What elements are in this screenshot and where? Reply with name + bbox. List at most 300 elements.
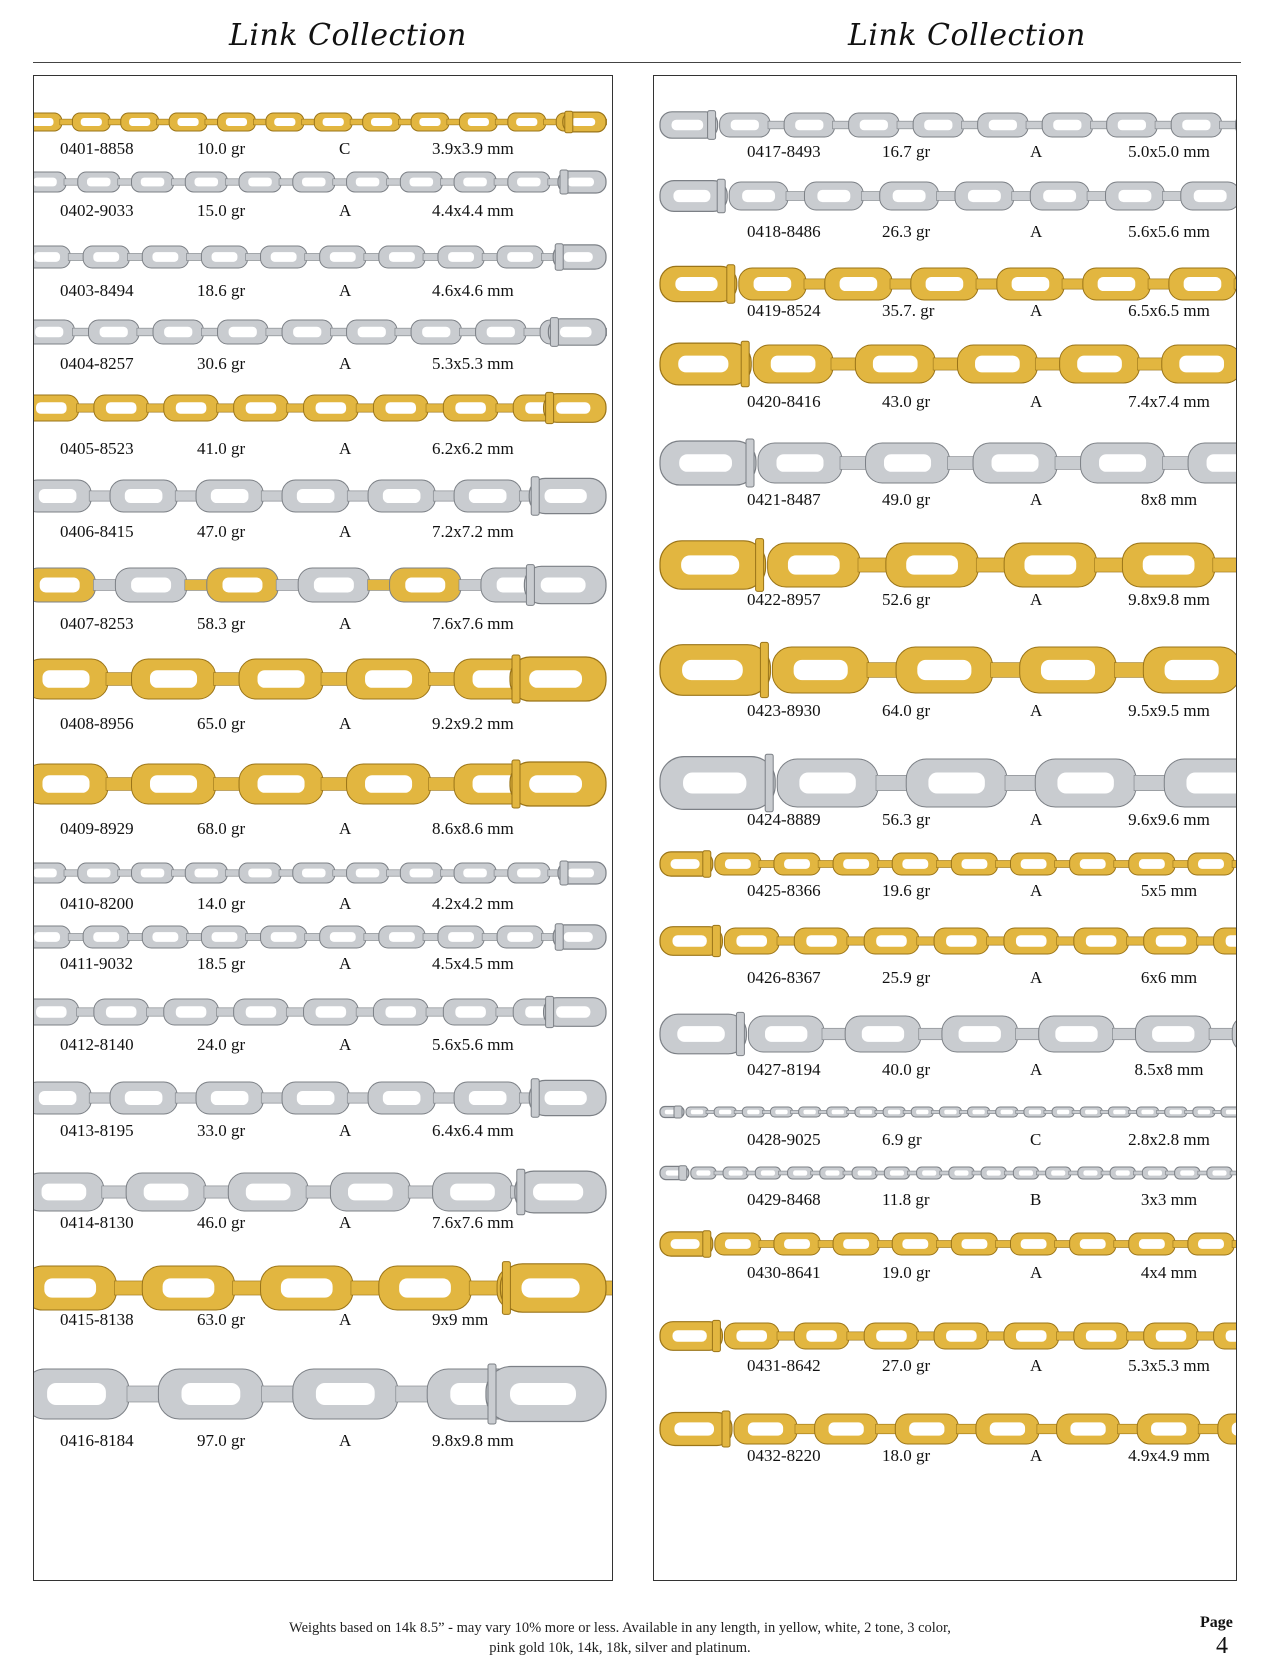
chain-image (34, 1068, 612, 1128)
chain-link-opening (902, 1239, 928, 1249)
product-size: 7.6x7.6 mm (432, 614, 514, 634)
chain-link-opening (747, 1110, 759, 1114)
chain-connector (877, 1240, 894, 1247)
chain-connector (356, 1008, 375, 1016)
chain-link-opening (163, 1278, 215, 1297)
chain-connector (1118, 1424, 1140, 1434)
chain-link-opening (330, 932, 356, 942)
product-sku: 0412-8140 (60, 1035, 134, 1055)
chain-connector (976, 558, 1006, 572)
left-page-title: Link Collection (229, 18, 467, 53)
product-spec-row (34, 139, 612, 161)
chain-image (654, 844, 1236, 884)
product-sku: 0416-8184 (60, 1431, 134, 1451)
chain-connector (214, 673, 242, 686)
chain-connector (482, 253, 499, 260)
product-spec-row (34, 1035, 612, 1057)
chain-link-opening (860, 1110, 872, 1114)
lobster-clasp-icon (660, 539, 766, 592)
product-grade: A (1030, 142, 1042, 162)
product-grade: A (339, 714, 351, 734)
chain-image (654, 918, 1236, 964)
chain-link-opening (1198, 1239, 1224, 1249)
chain-link-opening (274, 118, 295, 126)
product-size: 6.4x6.4 mm (432, 1121, 514, 1141)
product-sku: 0429-8468 (747, 1190, 821, 1210)
product-grade: B (1030, 1190, 1041, 1210)
chain-link-opening (909, 1422, 944, 1435)
chain-link-opening (954, 1170, 968, 1175)
chain-link-opening (507, 252, 533, 262)
chain-link-opening (258, 775, 305, 793)
chain-image (34, 311, 612, 353)
product-spec-row (654, 1446, 1236, 1468)
chain-link-opening (469, 489, 507, 503)
chain-connector (1057, 1332, 1076, 1340)
chain-link-opening (761, 1170, 775, 1175)
chain-link-opening (405, 578, 445, 593)
chain-link-opening (794, 660, 848, 680)
product-sku: 0409-8929 (60, 819, 134, 839)
product-size: 4.9x4.9 mm (1114, 1446, 1224, 1466)
product-spec-row (34, 714, 612, 736)
product-size: 7.4x7.4 mm (1114, 392, 1224, 412)
chain-connector (1196, 937, 1215, 945)
chain-connector (1091, 121, 1109, 129)
chain-link-opening (125, 489, 163, 503)
chain-connector (804, 279, 827, 289)
chain-link-opening (212, 252, 238, 262)
chain-connector (146, 404, 165, 412)
chain-photo (34, 1348, 612, 1440)
chain-connector (833, 121, 851, 129)
product-weight: 11.8 gr (882, 1190, 930, 1210)
chain-connector (956, 1424, 978, 1434)
chain-link-opening (799, 772, 855, 793)
chain-link-opening (1207, 454, 1236, 472)
chain-link-opening (195, 178, 219, 187)
chain-link-opening (987, 1170, 1001, 1175)
product-weight: 56.3 gr (882, 810, 930, 830)
chain-image (654, 630, 1236, 710)
chain-connector (429, 778, 457, 791)
chain-connector (321, 673, 349, 686)
product-grade: A (1030, 1060, 1042, 1080)
chain-link-opening (876, 1330, 907, 1341)
product-sku: 0404-8257 (60, 354, 134, 374)
chain-link-opening (150, 670, 197, 688)
chain-connector (459, 580, 483, 591)
chain-link-opening (1012, 277, 1050, 291)
chain-link-opening (34, 178, 57, 187)
chain-link-opening (1182, 120, 1210, 131)
chain-connector (1012, 192, 1032, 201)
lobster-clasp-icon (529, 477, 606, 515)
chain-connector (114, 1281, 144, 1295)
chain-link-opening (487, 327, 515, 338)
product-weight: 97.0 gr (197, 1431, 245, 1451)
product-size: 7.6x7.6 mm (432, 1213, 514, 1233)
chain-connector (261, 491, 284, 501)
product-spec-row (34, 954, 612, 976)
header-divider (33, 62, 1241, 63)
chain-connector (1213, 558, 1236, 572)
chain-link-opening (1057, 1110, 1069, 1114)
chain-photo (34, 236, 612, 278)
chain-link-opening (358, 327, 386, 338)
chain-connector (426, 404, 445, 412)
chain-link-opening (36, 1006, 67, 1017)
chain-connector (948, 457, 976, 470)
chain-connector (777, 937, 796, 945)
chain-connector (917, 1332, 936, 1340)
chain-link-opening (1099, 454, 1146, 472)
chain-link-opening (876, 935, 907, 946)
chain-link-opening (293, 327, 321, 338)
chain-link-opening (890, 1170, 904, 1175)
chain-link-opening (1080, 1239, 1106, 1249)
chain-link-opening (35, 327, 63, 338)
chain-connector (1037, 1424, 1059, 1434)
chain-connector (185, 580, 209, 591)
chain-connector (1026, 121, 1044, 129)
product-spec-row (34, 1431, 612, 1453)
chain-link-opening (356, 869, 380, 878)
chain-connector (876, 1424, 898, 1434)
chain-image (34, 916, 612, 958)
chain-image (654, 428, 1236, 498)
product-weight: 26.3 gr (882, 222, 930, 242)
product-grade: A (1030, 1356, 1042, 1376)
chain-link-opening (1080, 859, 1106, 869)
lobster-clasp-icon (660, 642, 770, 697)
product-weight: 63.0 gr (197, 1310, 245, 1330)
lobster-clasp-icon (563, 111, 606, 133)
product-sku: 0401-8858 (60, 139, 134, 159)
lobster-clasp-icon (548, 318, 606, 347)
chain-link-opening (1194, 190, 1227, 202)
chain-link-opening (1016, 935, 1047, 946)
chain-link-opening (389, 252, 415, 262)
chain-link-opening (410, 869, 434, 878)
chain-link-opening (725, 859, 751, 869)
chain-link-opening (1043, 190, 1076, 202)
chain-connector (330, 328, 348, 336)
chain-connector (433, 491, 456, 501)
chain-link-opening (858, 1170, 872, 1175)
chain-link-opening (517, 178, 541, 187)
product-grade: A (1030, 810, 1042, 830)
product-grade: A (339, 614, 351, 634)
chain-connector (1134, 775, 1166, 790)
chain-link-opening (1143, 555, 1195, 574)
product-size: 5.3x5.3 mm (432, 354, 514, 374)
lobster-clasp-icon (544, 996, 606, 1027)
chain-connector (1062, 279, 1085, 289)
chain-link-opening (195, 869, 219, 878)
chain-connector (469, 1281, 499, 1295)
product-grade: A (339, 954, 351, 974)
chain-link-opening (469, 1091, 507, 1105)
product-spec-row (654, 142, 1236, 164)
chain-connector (246, 933, 263, 940)
chain-connector (186, 933, 203, 940)
chain-link-opening (1139, 859, 1165, 869)
chain-connector (1148, 279, 1171, 289)
product-spec-row (654, 1263, 1236, 1285)
product-weight: 15.0 gr (197, 201, 245, 221)
chain-link-opening (884, 454, 931, 472)
product-size: 4.6x4.6 mm (432, 281, 514, 301)
chain-link-opening (226, 118, 247, 126)
chain-connector (396, 1386, 429, 1402)
product-grade: A (1030, 301, 1042, 321)
chain-connector (1232, 860, 1236, 867)
chain-link-opening (385, 1006, 416, 1017)
chain-link-opening (468, 118, 489, 126)
chain-image (654, 330, 1236, 398)
chain-image (34, 104, 612, 140)
product-sku: 0415-8138 (60, 1310, 134, 1330)
chain-link-opening (729, 1170, 743, 1175)
chain-connector (146, 1008, 165, 1016)
chain-photo (654, 1002, 1236, 1066)
chain-image (34, 552, 612, 618)
chain-link-opening (177, 118, 198, 126)
chain-link-opening (314, 578, 354, 593)
chain-link-opening (141, 178, 165, 187)
chain-connector (395, 328, 413, 336)
product-grade: A (1030, 1446, 1042, 1466)
chain-connector (364, 933, 381, 940)
lobster-clasp-icon (529, 1079, 606, 1117)
chain-connector (1114, 1240, 1131, 1247)
chain-image (654, 1158, 1236, 1188)
chain-link-opening (962, 859, 988, 869)
chain-connector (305, 933, 322, 940)
chain-link-opening (1156, 1330, 1187, 1341)
chain-link-opening (788, 555, 840, 574)
product-spec-row (654, 222, 1236, 244)
lobster-clasp-icon (500, 1262, 606, 1315)
chain-link-opening (144, 1184, 189, 1201)
chain-link-opening (176, 1006, 207, 1017)
chain-connector (768, 121, 786, 129)
chain-connector (1114, 860, 1131, 867)
chain-link-opening (248, 178, 272, 187)
chain-link-opening (825, 1170, 839, 1175)
chain-link-opening (152, 932, 178, 942)
chain-connector (818, 1240, 835, 1247)
chain-link-opening (129, 118, 150, 126)
chain-link-opening (297, 1091, 335, 1105)
chain-connector (204, 1186, 230, 1198)
product-spec-row (654, 1190, 1236, 1212)
chain-link-opening (1226, 1110, 1236, 1114)
chain-link-opening (1053, 120, 1081, 131)
product-size: 9.2x9.2 mm (432, 714, 514, 734)
chain-link-opening (784, 859, 810, 869)
product-size: 5.3x5.3 mm (1114, 1356, 1224, 1376)
product-grade: A (339, 201, 351, 221)
chain-link-opening (719, 1110, 731, 1114)
product-spec-row (654, 701, 1236, 723)
chain-image (34, 236, 612, 278)
product-grade: A (1030, 392, 1042, 412)
product-grade: A (339, 522, 351, 542)
product-spec-row (654, 1060, 1236, 1082)
product-sku: 0403-8494 (60, 281, 134, 301)
chain-link-opening (916, 1110, 928, 1114)
chain-connector (786, 192, 806, 201)
chain-image (34, 468, 612, 524)
chain-connector (429, 673, 457, 686)
product-spec-row (34, 1121, 612, 1143)
chain-link-opening (182, 1383, 241, 1405)
chain-connector (93, 580, 117, 591)
chain-connector (858, 558, 888, 572)
chain-link-opening (888, 1110, 900, 1114)
chain-link-opening (36, 402, 67, 413)
chain-connector (89, 491, 112, 501)
chain-link-opening (316, 1006, 347, 1017)
product-grade: C (1030, 1130, 1041, 1150)
chain-connector (1016, 1028, 1041, 1040)
chain-link-opening (125, 1091, 163, 1105)
product-spec-row (654, 392, 1236, 414)
product-sku: 0410-8200 (60, 894, 134, 914)
chain-link-opening (516, 118, 537, 126)
product-spec-row (654, 590, 1236, 612)
lobster-clasp-icon (660, 1106, 684, 1118)
chain-connector (840, 457, 868, 470)
chain-connector (286, 404, 305, 412)
product-sku: 0427-8194 (747, 1060, 821, 1080)
chain-connector (933, 358, 959, 370)
chain-link-opening (840, 277, 878, 291)
chain-connector (759, 1240, 776, 1247)
chain-link-opening (211, 1091, 249, 1105)
product-weight: 41.0 gr (197, 439, 245, 459)
product-size: 9.8x9.8 mm (432, 1431, 514, 1451)
chain-link-opening (1165, 660, 1219, 680)
product-spec-row (654, 881, 1236, 903)
chain-link-opening (383, 489, 421, 503)
lobster-clasp-icon (553, 244, 606, 270)
chain-image (34, 164, 612, 200)
chain-link-opening (691, 1110, 703, 1114)
product-weight: 18.5 gr (197, 954, 245, 974)
chain-photo (654, 1098, 1236, 1126)
product-sku: 0413-8195 (60, 1121, 134, 1141)
product-weight: 18.0 gr (882, 1446, 930, 1466)
lobster-clasp-icon (660, 1166, 689, 1180)
lobster-clasp-icon (524, 565, 606, 606)
chain-connector (1162, 192, 1182, 201)
product-spec-row (34, 614, 612, 636)
chain-link-opening (1139, 1239, 1165, 1249)
chain-connector (351, 1281, 381, 1295)
left-product-panel (33, 75, 613, 1581)
chain-connector (266, 328, 284, 336)
product-weight: 65.0 gr (197, 714, 245, 734)
product-spec-row (654, 968, 1236, 990)
chain-photo (654, 428, 1236, 498)
chain-link-opening (323, 118, 344, 126)
chain-connector (233, 1281, 263, 1295)
chain-connector (867, 663, 898, 678)
chain-connector (286, 1008, 305, 1016)
chain-link-opening (302, 178, 326, 187)
chain-connector (1057, 937, 1076, 945)
footer-note-line-2: pink gold 10k, 14k, 18k, silver and platinum. (220, 1638, 1020, 1658)
lobster-clasp-icon (660, 925, 722, 956)
product-grade: A (339, 281, 351, 301)
chain-link-opening (1086, 1330, 1117, 1341)
chain-link-opening (385, 402, 416, 413)
chain-connector (1232, 1240, 1236, 1247)
product-spec-row (34, 354, 612, 376)
chain-connector (1126, 1332, 1145, 1340)
chain-connector (777, 1332, 796, 1340)
chain-photo (34, 164, 612, 200)
chain-photo (654, 1310, 1236, 1362)
chain-photo (34, 748, 612, 820)
chain-connector (962, 121, 980, 129)
chain-link-opening (1021, 859, 1047, 869)
chain-photo (34, 642, 612, 716)
chain-link-opening (422, 327, 450, 338)
product-weight: 68.0 gr (197, 819, 245, 839)
product-weight: 30.6 gr (197, 354, 245, 374)
lobster-clasp-icon (544, 392, 606, 423)
product-grade: A (339, 439, 351, 459)
chain-link-opening (455, 1006, 486, 1017)
chain-link-opening (1070, 1422, 1105, 1435)
chain-connector (1005, 775, 1037, 790)
chain-link-opening (42, 775, 89, 793)
chain-connector (1163, 457, 1191, 470)
product-grade: A (339, 1121, 351, 1141)
chain-connector (1087, 192, 1107, 201)
product-weight: 6.9 gr (882, 1130, 922, 1150)
product-sku: 0420-8416 (747, 392, 821, 412)
chain-connector (137, 328, 155, 336)
chain-link-opening (1116, 1170, 1130, 1175)
lobster-clasp-icon (660, 439, 756, 487)
chain-link-opening (754, 277, 792, 291)
chain-link-opening (34, 252, 60, 262)
product-size: 8.5x8 mm (1114, 1060, 1224, 1080)
chain-link-opening (42, 1184, 87, 1201)
chain-connector (364, 253, 381, 260)
chain-link-opening (463, 869, 487, 878)
product-weight: 47.0 gr (197, 522, 245, 542)
product-weight: 35.7. gr (882, 301, 934, 321)
lobster-clasp-icon (660, 1012, 746, 1055)
chain-photo (654, 630, 1236, 710)
lobster-clasp-icon (558, 170, 606, 194)
chain-connector (759, 860, 776, 867)
chain-link-opening (450, 1184, 495, 1201)
product-sku: 0423-8930 (747, 701, 821, 721)
chain-link-opening (1184, 277, 1222, 291)
chain-link-opening (1198, 859, 1224, 869)
product-weight: 58.3 gr (197, 614, 245, 634)
chain-link-opening (806, 1330, 837, 1341)
product-grade: A (339, 1431, 351, 1451)
chain-link-opening (246, 1006, 277, 1017)
